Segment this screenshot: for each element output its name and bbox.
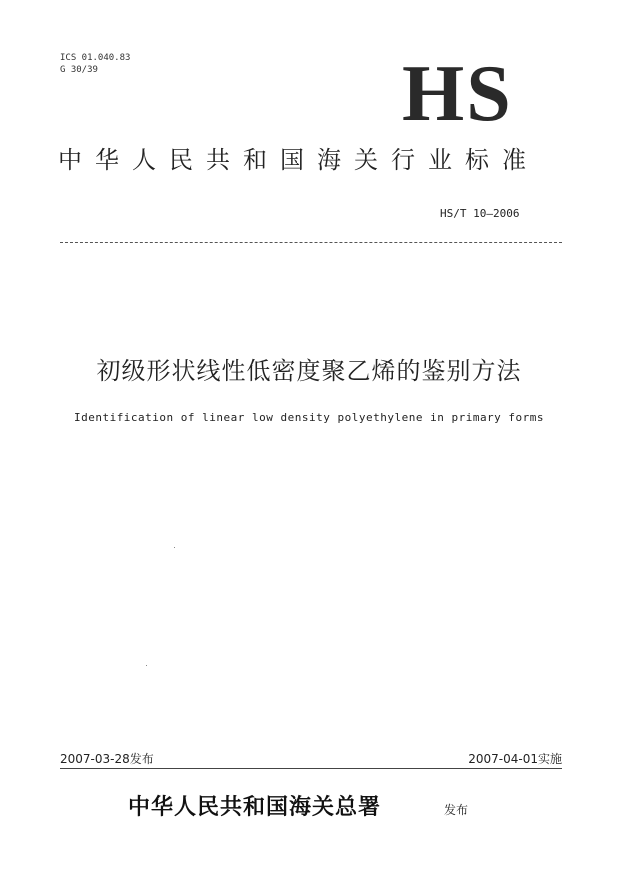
issue-date: 2007-03-28发布 <box>60 752 154 766</box>
issuing-authority: 中华人民共和国海关总署 <box>128 794 382 820</box>
standard-category-title: 中华人民共和国海关行业标准 <box>58 146 539 174</box>
standard-number: HS/T 10—2006 <box>440 207 520 220</box>
footer-divider <box>60 768 562 769</box>
document-title-zh: 初级形状线性低密度聚乙烯的鉴别方法 <box>96 357 522 385</box>
ics-code: ICS 01.040.83 <box>60 53 131 63</box>
issuing-authority-suffix: 发布 <box>444 803 469 817</box>
scan-speck <box>174 547 175 548</box>
implementation-date: 2007-04-01实施 <box>468 752 562 766</box>
classification-codes <box>60 52 130 76</box>
document-title-en: Identification of linear low density polyethylene in primary forms <box>73 411 545 424</box>
header-divider <box>60 242 562 243</box>
hs-logo: HS <box>402 50 513 138</box>
scan-speck <box>146 665 147 666</box>
gb-class-code: G 30/39 <box>60 65 98 75</box>
